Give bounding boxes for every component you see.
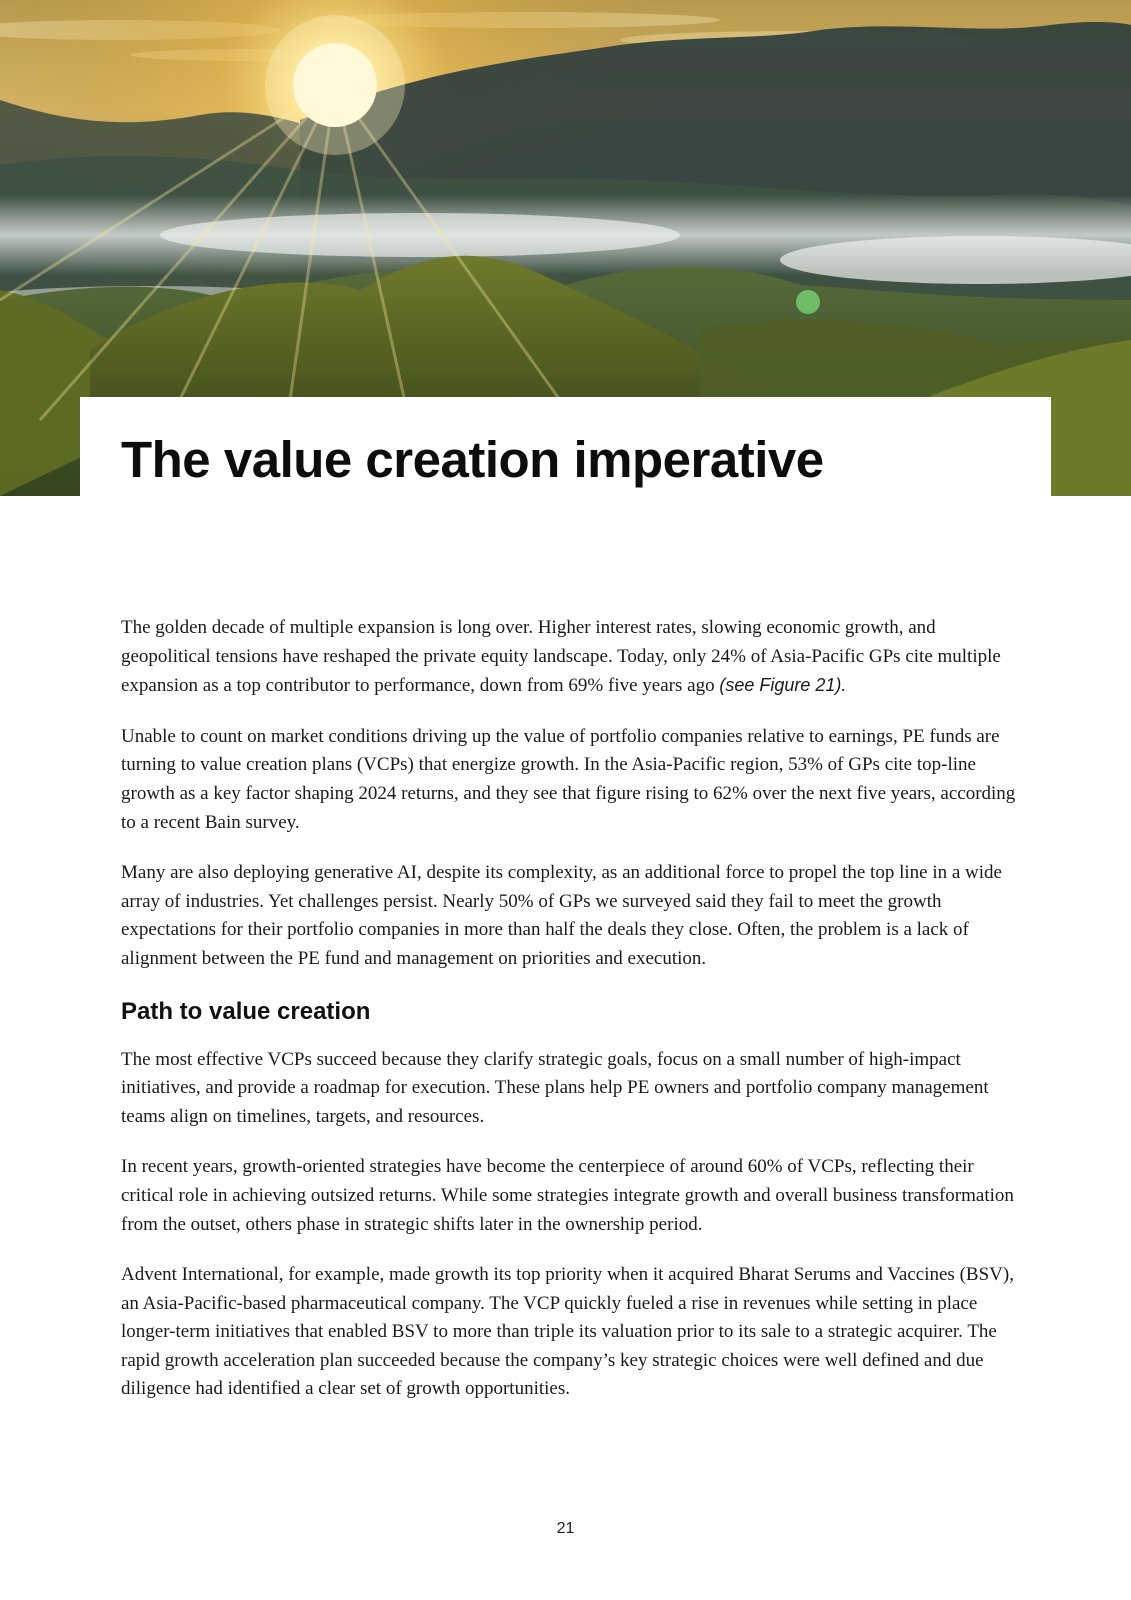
- paragraph-6: Advent International, for example, made growth its top priority when it acquired Bharat Serums and Vaccines (BSV), an Asia-Pacific-based pharmaceutical company. The VCP quickly fueled a rise in revenues while setting in place longer-term initiatives that enabled BSV to more than triple its valuation prior to its sale to a strategic acquirer. The rapid growth acceleration plan succeeded because the company’s key strategic choices were well defined and due diligence had identified a clear set of growth opportunities.: [121, 1264, 1014, 1400]
- paragraph-5: In recent years, growth-oriented strategies have become the centerpiece of around 60% of VCPs, reflecting their critical role in achieving outsized returns. While some strategies integrate growth and overall business transformation from the outset, others phase in strategic shifts later in the ownership period.: [121, 1156, 1014, 1235]
- page-number: 21: [556, 1520, 575, 1537]
- paragraph-3: Many are also deploying generative AI, despite its complexity, as an additional force to propel the top line in a wide array of industries. Yet challenges persist. Nearly 50% of GPs we surveyed said they fail to meet the growth expectations for their portfolio companies in more than half the deals they close. Often, the problem is a lack of alignment between the PE fund and management on priorities and execution.: [121, 862, 1002, 969]
- paragraph-4: The most effective VCPs succeed because they clarify strategic goals, focus on a small number of high-impact initiatives, and provide a roadmap for execution. These plans help PE owners and portfolio company management teams align on timelines, targets, and resources.: [121, 1048, 989, 1127]
- paragraph-1: [121, 614, 1017, 701]
- page-title: The value creation imperative: [121, 431, 824, 488]
- paragraph-2: Unable to count on market conditions driving up the value of portfolio companies relative to earnings, PE funds are turning to value creation plans (VCPs) that energize growth. In the Asia-Pacific region, 53% of GPs cite top-line growth as a key factor shaping 2024 returns, and they see that figure rising to 62% over the next five years, according to a recent Bain survey.: [121, 725, 1016, 833]
- section-heading: Path to value creation: [121, 997, 371, 1025]
- figure-reference: (see Figure 21).: [719, 675, 847, 696]
- paragraph-1-text: The golden decade of multiple expansion is long over. Higher interest rates, slowing economic growth, and geopolitical tensions have reshaped the private equity landscape. Today, only 24% of Asia-Pacific GPs cite multiple expansion as a top contributor to performance, down from 69% five years ago: [121, 617, 1001, 697]
- article-body: [121, 614, 1017, 1426]
